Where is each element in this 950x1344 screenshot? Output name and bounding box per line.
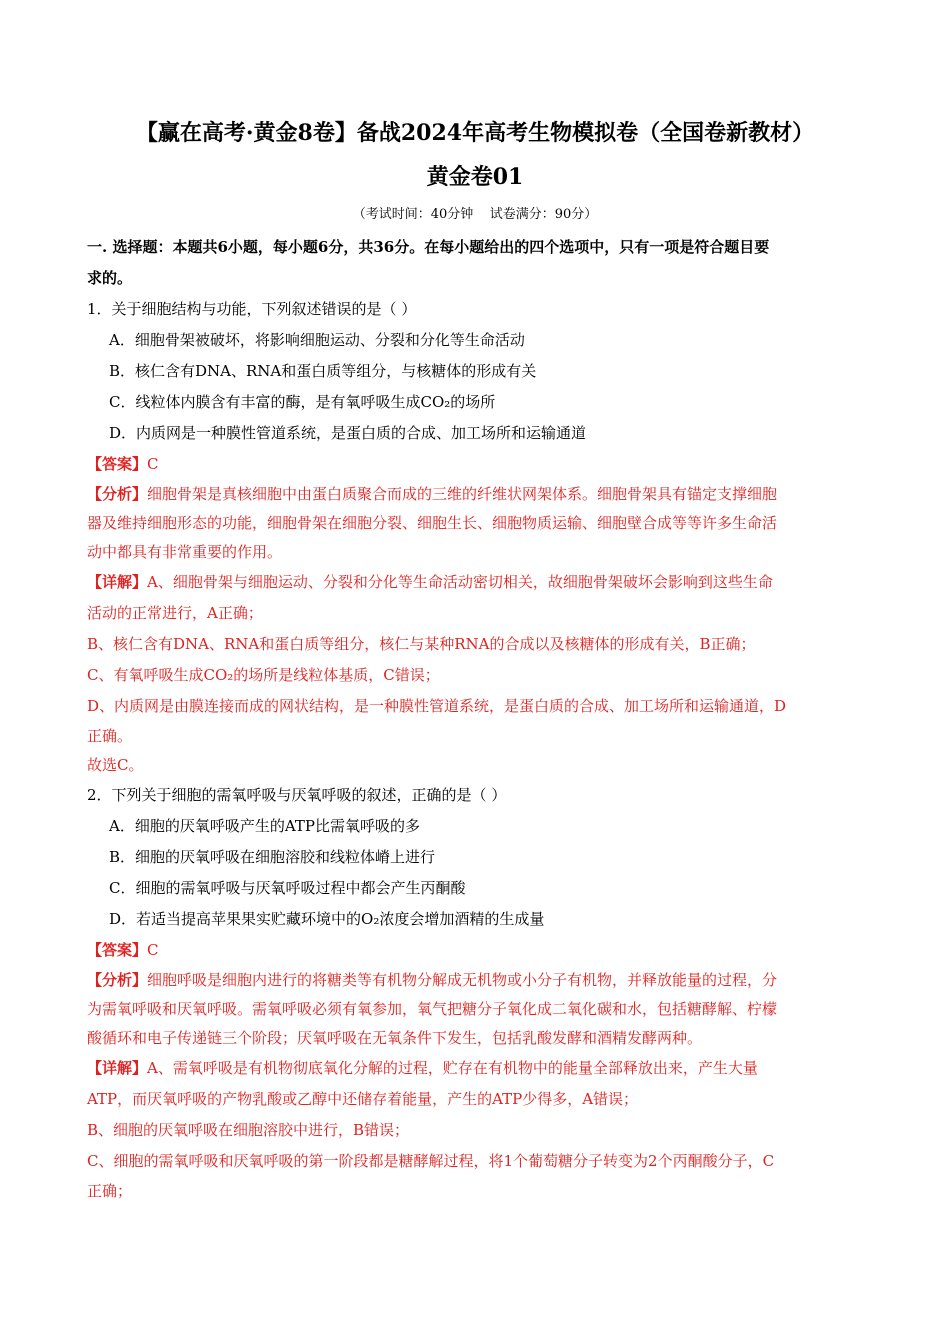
- section-heading-line-1: 一. 选择题：本题共6小题，每小题6分，共36分。在每小题给出的四个选项中，只有一项是符合题目要: [87, 238, 770, 256]
- detail-line-3: B、细胞的厌氧呼吸在细胞溶胶中进行，B错误；: [87, 1121, 410, 1139]
- option-a: A．细胞的厌氧呼吸产生的ATP比需氧呼吸的多: [109, 817, 420, 835]
- option-d: D．若适当提高苹果果实贮藏环境中的O₂浓度会增加酒精的生成量: [109, 910, 545, 928]
- document-subtitle: 黄金卷01: [426, 164, 524, 190]
- answer-value: C: [147, 455, 159, 473]
- analysis-line-2: 为需氧呼吸和厌氧呼吸。需氧呼吸必须有氧参加，氧气把糖分子氧化成二氧化碳和水，包括糖酵解、柠檬: [87, 1000, 778, 1018]
- analysis-line-2: 器及维持细胞形态的功能，细胞骨架在细胞分裂、细胞生长、细胞物质运输、细胞壁合成等等许多生命活: [87, 514, 778, 532]
- document-body: [87, 232, 867, 1206]
- option-d: D．内质网是一种膜性管道系统，是蛋白质的合成、加工场所和运输通道: [109, 424, 587, 442]
- detail-line-1: [87, 1053, 867, 1084]
- detail-line-3: B、核仁含有DNA、RNA和蛋白质等组分，核仁与某种RNA的合成以及核糖体的形成有关，B正确；: [87, 635, 756, 653]
- option-c: C．线粒体内膜含有丰富的酶，是有氧呼吸生成CO₂的场所: [109, 393, 496, 411]
- question-1: [87, 294, 867, 780]
- analysis-text: 细胞呼吸是细胞内进行的将糖类等有机物分解成无机物或小分子有机物，并释放能量的过程，分: [147, 971, 778, 989]
- analysis-tag: 【分析】: [87, 971, 148, 989]
- detail-line-2: ATP，而厌氧呼吸的产物乳酸或乙醇中还储存着能量，产生的ATP少得多，A错误；: [87, 1090, 639, 1108]
- answer-value: C: [147, 941, 159, 959]
- analysis-line-3: 动中都具有非常重要的作用。: [87, 543, 283, 561]
- detail-line-1: [87, 567, 867, 598]
- question-stem: 2．下列关于细胞的需氧呼吸与厌氧呼吸的叙述，正确的是（ ）: [87, 786, 507, 804]
- answer-line: [87, 449, 867, 480]
- answer-tag: 【答案】: [87, 455, 148, 473]
- analysis-text: 细胞骨架是真核细胞中由蛋白质聚合而成的三维的纤维状网架体系。细胞骨架具有锚定支撑细胞: [147, 485, 778, 503]
- question-2: [87, 780, 867, 1206]
- answer-line: [87, 935, 867, 966]
- detail-line-4: C、有氧呼吸生成CO₂的场所是线粒体基质，C错误；: [87, 666, 440, 684]
- option-b: B．核仁含有DNA、RNA和蛋白质等组分，与核糖体的形成有关: [109, 362, 537, 380]
- detail-line-5: D、内质网是由膜连接而成的网状结构，是一种膜性管道系统，是蛋白质的合成、加工场所和运输通道，D: [87, 697, 787, 715]
- detail-tag: 【详解】: [87, 1059, 148, 1077]
- detail-line-6: 正确。: [87, 727, 133, 745]
- detail-tag: 【详解】: [87, 573, 148, 591]
- analysis-line-1: [87, 966, 867, 995]
- analysis-line-3: 酸循环和电子传递链三个阶段；厌氧呼吸在无氧条件下发生，包括乳酸发酵和酒精发酵两种。: [87, 1029, 703, 1047]
- detail-line-4: C、细胞的需氧呼吸和厌氧呼吸的第一阶段都是糖酵解过程，将1个葡萄糖分子转变为2个丙酮酸分子，C: [87, 1152, 775, 1170]
- detail-text: A、细胞骨架与细胞运动、分裂和分化等生命活动密切相关，故细胞骨架破坏会影响到这些生命: [147, 573, 773, 591]
- option-b: B．细胞的厌氧呼吸在细胞溶胶和线粒体嵴上进行: [109, 848, 436, 866]
- conclusion-line: 故选C。: [87, 756, 144, 774]
- detail-line-5: 正确；: [87, 1182, 133, 1200]
- section-heading-line-2: 求的。: [87, 269, 133, 287]
- detail-text: A、需氧呼吸是有机物彻底氧化分解的过程，贮存在有机物中的能量全部释放出来，产生大量: [147, 1059, 758, 1077]
- option-a: A．细胞骨架被破坏，将影响细胞运动、分裂和分化等生命活动: [109, 331, 525, 349]
- answer-tag: 【答案】: [87, 941, 148, 959]
- exam-info: （考试时间：40分钟 试卷满分：90分）: [352, 207, 598, 222]
- analysis-line-1: [87, 480, 867, 509]
- document-title: 【赢在高考·黄金8卷】备战2024年高考生物模拟卷（全国卷新教材）: [135, 120, 815, 146]
- detail-line-2: 活动的正常进行，A正确；: [87, 604, 263, 622]
- analysis-tag: 【分析】: [87, 485, 148, 503]
- option-c: C．细胞的需氧呼吸与厌氧呼吸过程中都会产生丙酮酸: [109, 879, 466, 897]
- question-stem: 1．关于细胞结构与功能，下列叙述错误的是（ ）: [87, 300, 417, 318]
